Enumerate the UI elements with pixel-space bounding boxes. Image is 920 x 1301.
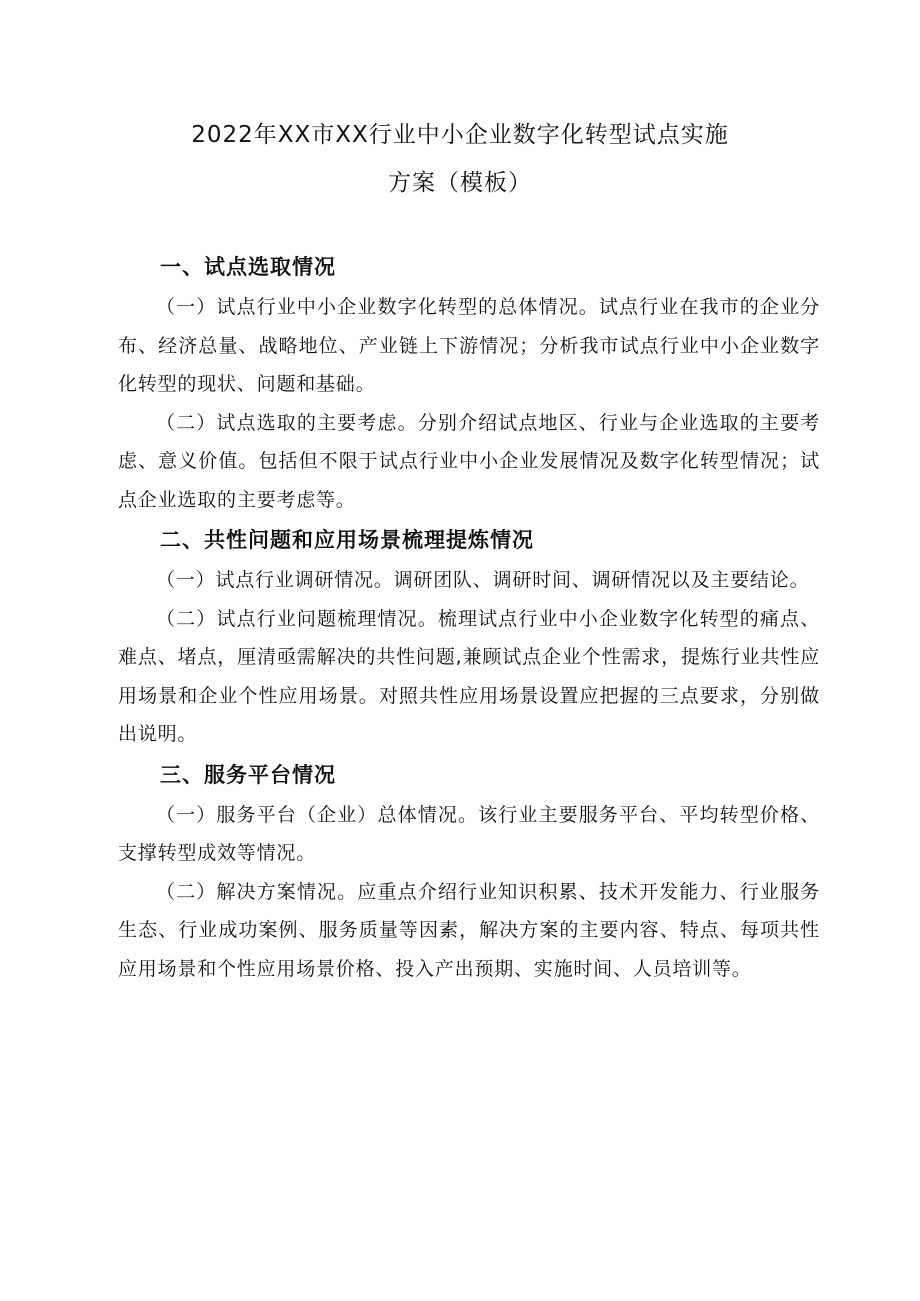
section-heading-2: 二、共性问题和应用场景梳理提炼情况 (160, 528, 534, 552)
document-body (118, 246, 820, 988)
paragraph-1-1: （一）试点行业中小企业数字化转型的总体情况。试点行业在我市的企业分布、经济总量、战略地位、产业链上下游情况；分析我市试点行业中小企业数字化转型的现状、问题和基础。 (118, 296, 820, 395)
paragraph-3-2: （二）解决方案情况。应重点介绍行业知识积累、技术开发能力、行业服务生态、行业成功案例、服务质量等因素，解决方案的主要内容、特点、每项共性应用场景和个性应用场景价格、投入产出预期、实施时间、人员培训等。 (118, 880, 820, 980)
section-heading-1: 一、试点选取情况 (160, 255, 336, 279)
paragraph-1-2: （二）试点选取的主要考虑。分别介绍试点地区、行业与企业选取的主要考虑、意义价值。包括但不限于试点行业中小企业发展情况及数字化转型情况；试点企业选取的主要考虑等。 (118, 411, 820, 511)
document-title-line-2: 方案（模板） (388, 170, 532, 196)
document-title-line-1: 2022年XX市XX行业中小企业数字化转型试点实施 (191, 122, 729, 148)
section-heading-3: 三、服务平台情况 (160, 762, 336, 787)
paragraph-2-2: （二）试点行业问题梳理情况。梳理试点行业中小企业数字化转型的痛点、难点、堵点，厘清亟需解决的共性问题,兼顾试点企业个性需求，提炼行业共性应用场景和企业个性应用场景。对照共性应用场景设置应把握的三点要求，分别做出说明。 (118, 607, 820, 745)
paragraph-2-1: （一）试点行业调研情况。调研团队、调研时间、调研情况以及主要结论。 (156, 569, 810, 591)
paragraph-3-1: （一）服务平台（企业）总体情况。该行业主要服务平台、平均转型价格、支撑转型成效等情况。 (118, 803, 820, 864)
